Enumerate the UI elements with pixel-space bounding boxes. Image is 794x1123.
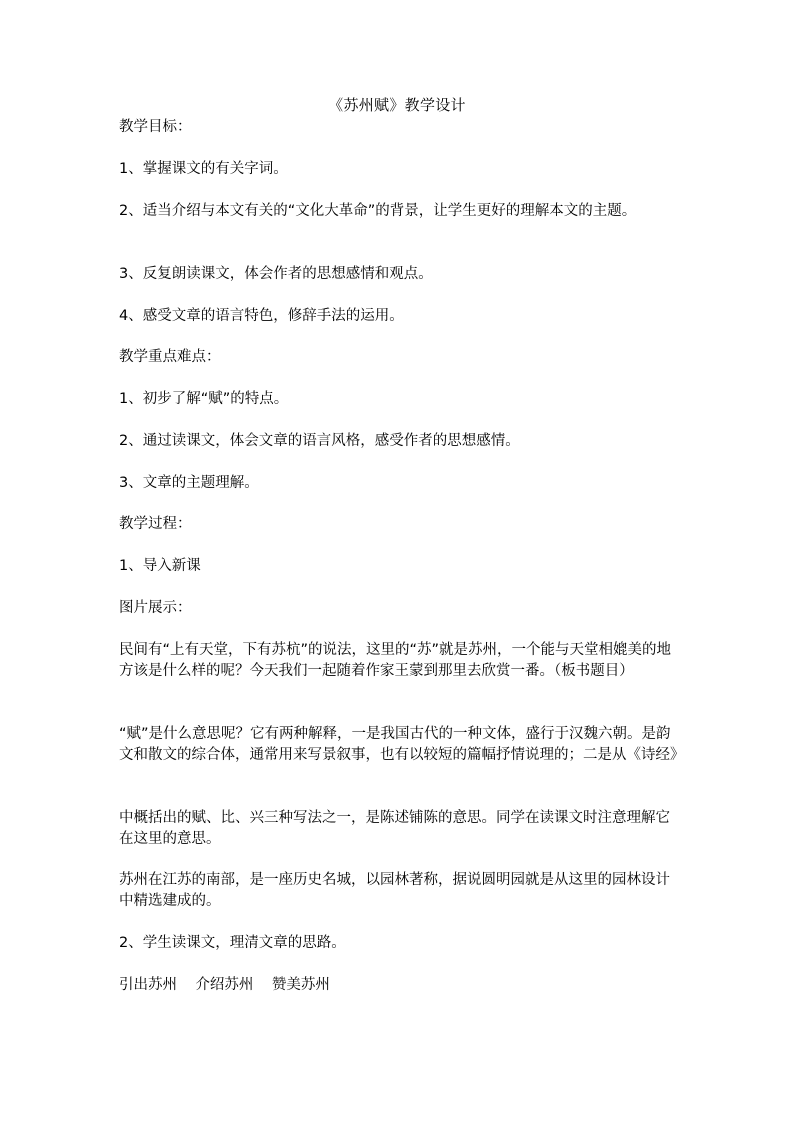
- suzhou-intro-paragraph: 苏州在江苏的南部，是一座历史名城，以园林著称，据说圆明园就是从这里的园林设计中精选建成的。: [119, 872, 670, 909]
- section-heading-objectives: 教学目标：: [119, 119, 192, 135]
- fu-explanation-paragraph: “赋”是什么意思呢？它有两种解释，一是我国古代的一种文体，盛行于汉魏六朝。是韵文和散文的综合体，通常用来写景叙事，也有以较短的篇幅抒情说理的；二是从《诗经》: [119, 726, 685, 763]
- objective-item-1: 1、掌握课文的有关字词。: [119, 161, 288, 177]
- picture-display-label: 图片展示：: [119, 600, 192, 616]
- objective-item-2: 2、适当介绍与本文有关的“文化大革命”的背景，让学生更好的理解本文的主题。: [119, 203, 637, 219]
- fu-method-paragraph: 中概括出的赋、比、兴三种写法之一，是陈述铺陈的意思。同学在读课文时注意理解它在这里的意思。: [119, 810, 670, 847]
- objective-item-4: 4、感受文章的语言特色，修辞手法的运用。: [119, 308, 404, 324]
- section-heading-key-points: 教学重点难点：: [119, 349, 221, 365]
- flow-item-1: 引出苏州: [119, 977, 177, 993]
- process-step-1: 1、导入新课: [119, 558, 201, 574]
- intro-paragraph: 民间有“上有天堂，下有苏杭”的说法，这里的“苏”就是苏州，一个能与天堂相媲美的地方该是什么样的呢？今天我们一起随着作家王蒙到那里去欣赏一番。（板书题目）: [119, 642, 672, 679]
- key-point-item-2: 2、通过读课文，体会文章的语言风格，感受作者的思想感情。: [119, 433, 520, 449]
- objective-item-3: 3、反复朗读课文，体会作者的思想感情和观点。: [119, 266, 433, 282]
- process-step-2: 2、学生读课文，理清文章的思路。: [119, 935, 346, 951]
- section-heading-process: 教学过程：: [119, 516, 192, 532]
- flow-item-2: 介绍苏州: [195, 977, 254, 993]
- key-point-item-1: 1、初步了解“赋”的特点。: [119, 391, 289, 407]
- key-point-item-3: 3、文章的主题理解。: [119, 475, 259, 491]
- document-title: 《苏州赋》教学设计: [328, 96, 466, 114]
- flow-item-3: 赞美苏州: [271, 977, 330, 993]
- structure-flow: [119, 975, 330, 996]
